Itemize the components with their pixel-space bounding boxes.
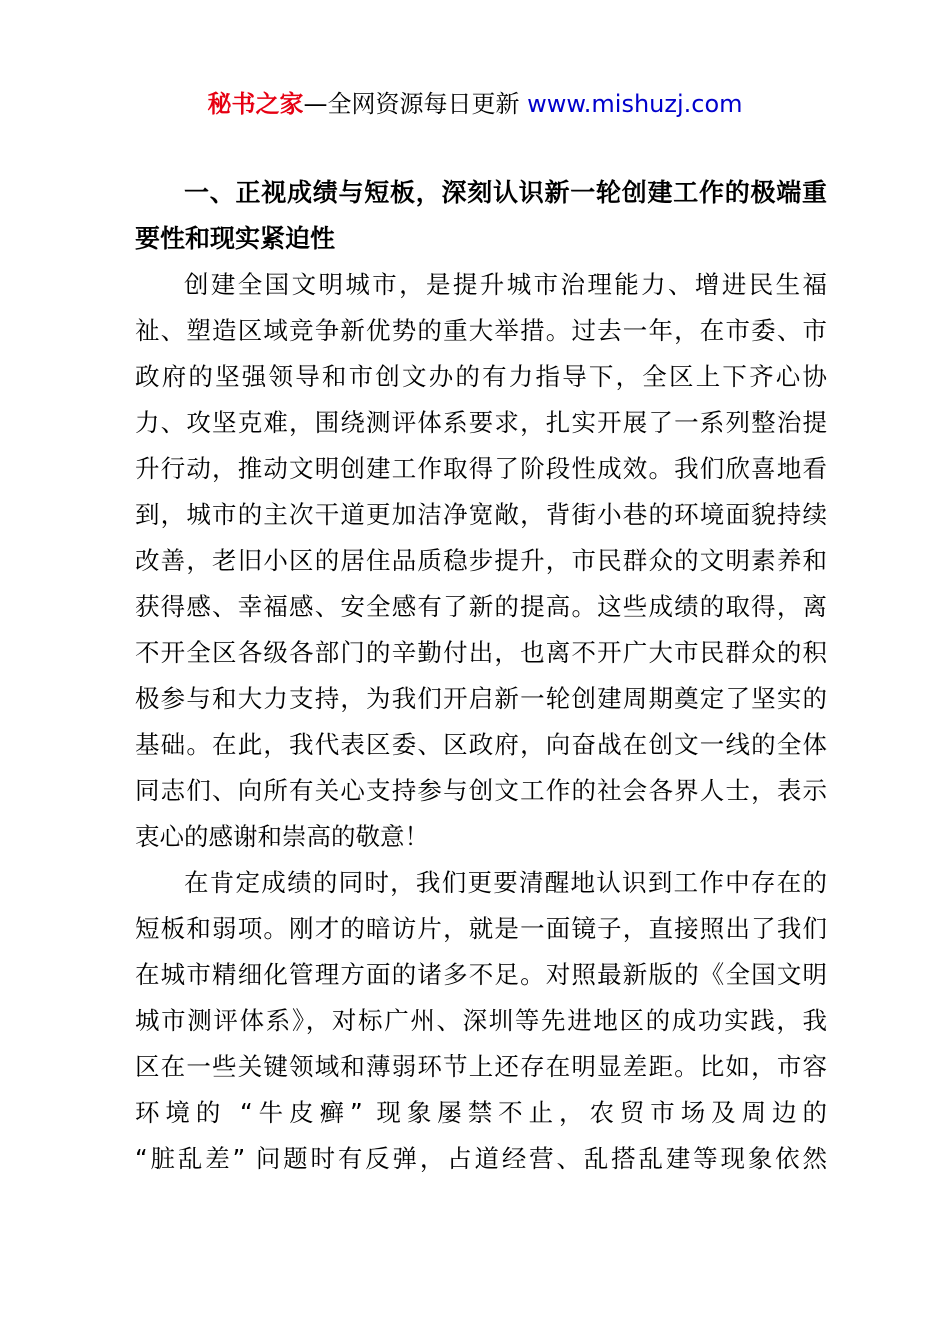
paragraph-line: 力、攻坚克难，围绕测评体系要求，扎实开展了一系列整治提 (135, 408, 827, 437)
paragraph-shortcomings (135, 860, 827, 1182)
paragraph-line: 在肯定成绩的同时，我们更要清醒地认识到工作中存在的 (184, 868, 827, 897)
paragraph-line: 衷心的感谢和崇高的敬意！ (135, 822, 429, 851)
paragraph-line: 基础。在此，我代表区委、区政府，向奋战在创文一线的全体 (135, 730, 827, 759)
header-slogan: —全网资源每日更新 (303, 90, 528, 118)
section-heading (135, 170, 827, 262)
brand-name: 秘书之家 (207, 90, 304, 118)
site-url-link[interactable]: www.mishuzj.com (527, 90, 743, 118)
paragraph-line: 获得感、幸福感、安全感有了新的提高。这些成绩的取得，离 (135, 592, 827, 621)
paragraph-line: 不开全区各级各部门的辛勤付出，也离不开广大市民群众的积 (135, 638, 827, 667)
heading-line: 要性和现实紧迫性 (135, 224, 336, 253)
paragraph-line: 升行动，推动文明创建工作取得了阶段性成效。我们欣喜地看 (135, 454, 827, 483)
paragraph-line: “脏乱差” 问题时有反弹，占道经营、乱搭乱建等现象依然 (135, 1144, 827, 1173)
paragraph-line: 祉、塑造区域竞争新优势的重大举措。过去一年，在市委、市 (135, 316, 827, 345)
paragraph-line: 短板和弱项。刚才的暗访片，就是一面镜子，直接照出了我们 (135, 914, 827, 943)
paragraph-line: 创建全国文明城市，是提升城市治理能力、增进民生福 (184, 270, 827, 299)
paragraph-line: 改善，老旧小区的居住品质稳步提升，市民群众的文明素养和 (135, 546, 827, 575)
paragraph-line: 同志们、向所有关心支持参与创文工作的社会各界人士，表示 (135, 776, 827, 805)
paragraph-line: 城市测评体系》，对标广州、深圳等先进地区的成功实践，我 (135, 1006, 827, 1035)
paragraph-line: 极参与和大力支持，为我们开启新一轮创建周期奠定了坚实的 (135, 684, 827, 713)
paragraph-line: 政府的坚强领导和市创文办的有力指导下，全区上下齐心协 (135, 362, 827, 391)
site-header (0, 86, 950, 122)
paragraph-achievements (135, 262, 827, 860)
paragraph-line: 区在一些关键领域和薄弱环节上还存在明显差距。比如，市容 (135, 1052, 827, 1081)
document-body (135, 170, 827, 1182)
paragraph-line: 在城市精细化管理方面的诸多不足。对照最新版的《全国文明 (135, 960, 827, 989)
heading-line: 一、正视成绩与短板，深刻认识新一轮创建工作的极端重 (184, 178, 827, 207)
paragraph-line: 环境的 “牛皮癣” 现象屡禁不止，农贸市场及周边的 (135, 1098, 827, 1127)
paragraph-line: 到，城市的主次干道更加洁净宽敞，背街小巷的环境面貌持续 (135, 500, 827, 529)
